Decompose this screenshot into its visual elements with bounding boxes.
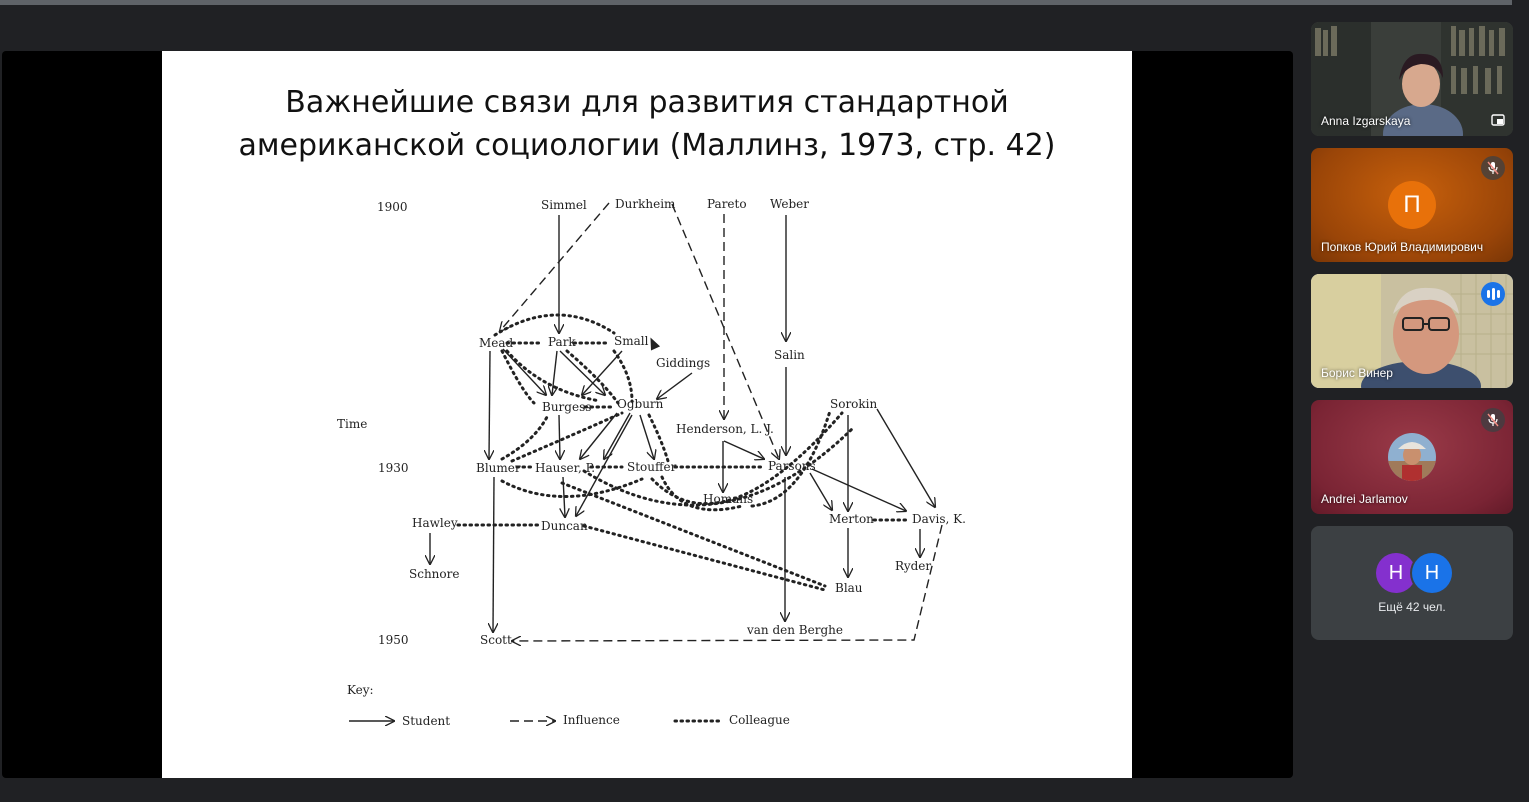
node-merton: Merton [829, 512, 874, 526]
node-scott: Scott [480, 633, 512, 647]
node-ryder: Ryder [895, 559, 932, 573]
node-henderson: Henderson, L. J. [676, 422, 774, 436]
node-pareto: Pareto [707, 197, 747, 211]
year-1950: 1950 [378, 633, 409, 647]
participant-tile-popkov[interactable] [1311, 148, 1513, 262]
node-ogburn: Ogburn [617, 397, 664, 411]
participant-name: Andrei Jarlamov [1321, 492, 1408, 506]
participant-name: Anna Izgarskaya [1321, 114, 1411, 128]
node-parsons: Parsons [768, 459, 816, 473]
year-1930: 1930 [378, 461, 409, 475]
avatar: П [1388, 181, 1436, 229]
avatar: Н [1376, 553, 1416, 593]
node-weber: Weber [770, 197, 809, 211]
node-blumer: Blumer [476, 461, 521, 475]
pip-icon[interactable] [1491, 114, 1505, 126]
participant-tile-boris[interactable] [1311, 274, 1513, 388]
key-title: Key: [347, 683, 374, 697]
node-hauser: Hauser, P. [535, 461, 596, 475]
node-blau: Blau [835, 581, 863, 595]
participant-tile-anna[interactable] [1311, 22, 1513, 136]
node-davis: Davis, K. [912, 512, 966, 526]
speaking-indicator-icon [1481, 282, 1505, 306]
avatar [1388, 433, 1436, 481]
node-salin: Salin [774, 348, 805, 362]
participant-name: Борис Винер [1321, 366, 1393, 380]
time-label: Time [337, 417, 368, 431]
node-homans: Homans [703, 492, 754, 506]
participant-tile-andrei[interactable] [1311, 400, 1513, 514]
node-duncan: Duncan [541, 519, 588, 533]
top-bar [0, 0, 1512, 5]
node-park: Park [548, 335, 576, 349]
node-vandenberghe: van den Berghe [747, 623, 843, 637]
node-giddings: Giddings [656, 356, 711, 370]
node-stouffer: Stouffer [627, 460, 677, 474]
node-durkheim: Durkheim [615, 197, 676, 211]
key-colleague: Colleague [729, 713, 790, 727]
year-1900: 1900 [377, 200, 408, 214]
slide [162, 51, 1132, 778]
node-mead: Mead [479, 336, 514, 350]
node-hawley: Hawley [412, 516, 458, 530]
slide-title-line2: американской социологии (Маллинз, 1973, стр. 42) [238, 128, 1056, 163]
node-schnore: Schnore [409, 567, 460, 581]
avatar: Н [1412, 553, 1452, 593]
mullins-network-diagram [162, 51, 1132, 778]
presentation-stage [2, 51, 1293, 778]
node-burgess: Burgess [542, 400, 592, 414]
more-participants-tile[interactable] [1311, 526, 1513, 640]
mic-off-icon [1481, 408, 1505, 432]
node-sorokin: Sorokin [830, 397, 878, 411]
key-student: Student [402, 714, 451, 728]
participant-name: Попков Юрий Владимирович [1321, 240, 1484, 254]
node-simmel: Simmel [541, 198, 587, 212]
node-small: Small [614, 334, 649, 348]
slide-title-line1: Важнейшие связи для развития стандартной [285, 85, 1009, 120]
more-participants-count: Ещё 42 чел. [1378, 600, 1446, 614]
mic-off-icon [1481, 156, 1505, 180]
key-influence: Influence [563, 713, 620, 727]
